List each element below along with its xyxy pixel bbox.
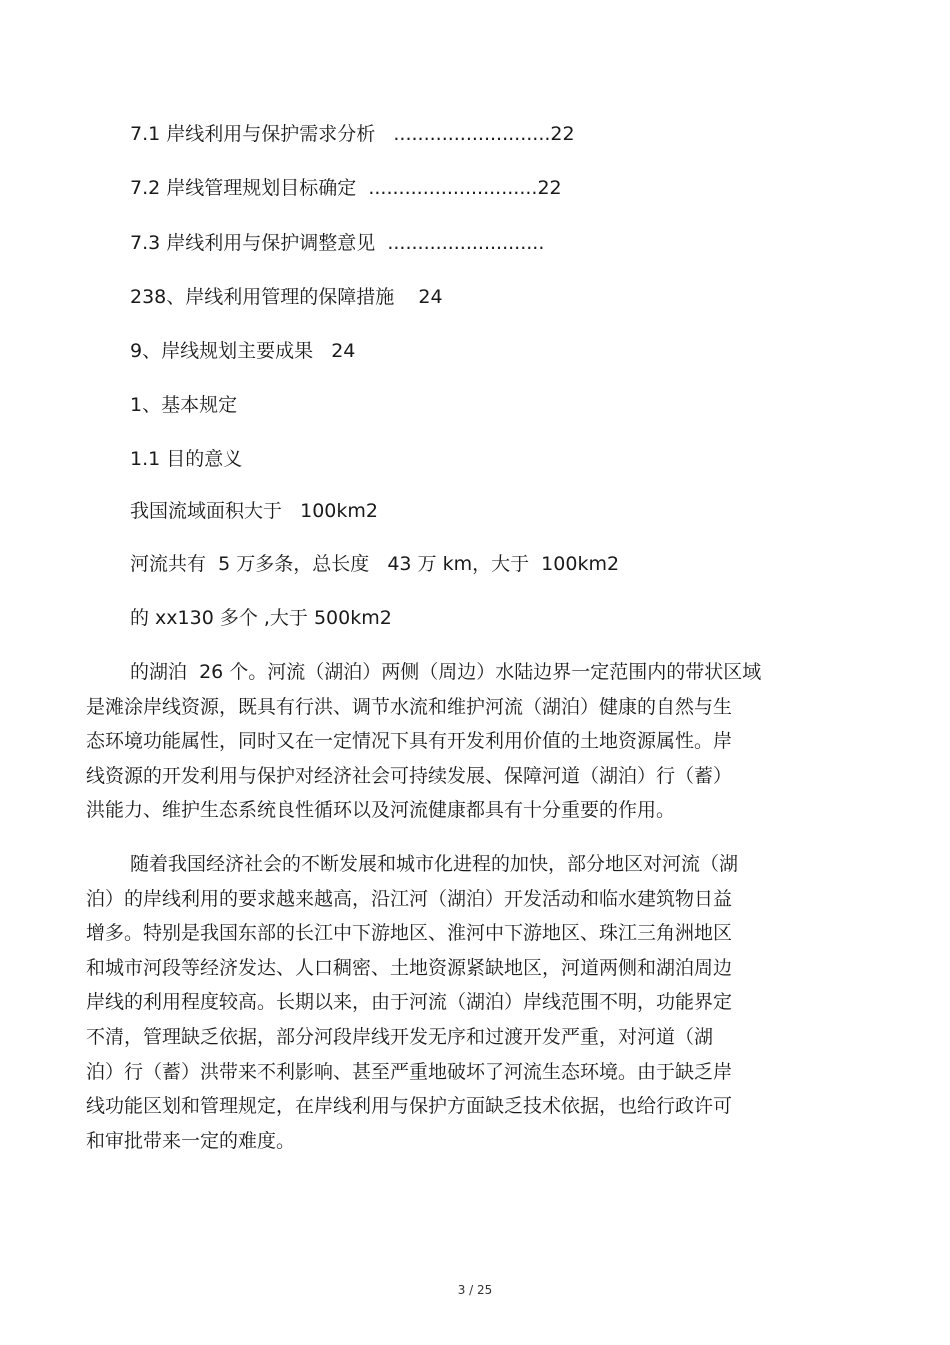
paragraph-1-line: 态环境功能属性，同时又在一定情况下具有开发利用价值的土地资源属性。岸 (86, 730, 733, 753)
paragraph-2-line: 泊）的岸线利用的要求越来越高，沿江河（湖泊）开发活动和临水建筑物日益 (86, 887, 733, 910)
paragraph-2-line: 和审批带来一定的难度。 (86, 1129, 296, 1152)
paragraph-1-line: 洪能力、维护生态系统良性循环以及河流健康都具有十分重要的作用。 (86, 799, 676, 822)
subsection-title: 1.1 目的意义 (130, 448, 243, 470)
paragraph-2-line: 不清，管理缺乏依据，部分河段岸线开发无序和过渡开发严重，对河道（湖 (86, 1025, 714, 1048)
body-line-1: 我国流域面积大于 100km2 (130, 500, 378, 522)
paragraph-2-line: 线功能区划和管理规定，在岸线利用与保护方面缺乏技术依据，也给行政许可 (86, 1095, 733, 1118)
toc-entry-9: 9、岸线规划主要成果 24 (130, 340, 356, 362)
paragraph-2-line: 泊）行（蓄）洪带来不利影响、甚至严重地破坏了河流生态环境。由于缺乏岸 (86, 1060, 733, 1083)
paragraph-2 (86, 847, 826, 1158)
toc-entry-8: 238、岸线利用管理的保障措施 24 (130, 286, 443, 308)
paragraph-1-line: 是滩涂岸线资源，既具有行洪、调节水流和维护河流（湖泊）健康的自然与生 (86, 695, 733, 718)
paragraph-2-line: 岸线的利用程度较高。长期以来，由于河流（湖泊）岸线范围不明，功能界定 (86, 991, 733, 1014)
section-title: 1、基本规定 (130, 394, 238, 416)
paragraph-1-line: 线资源的开发利用与保护对经济社会可持续发展、保障河道（湖泊）行（蓄） (86, 764, 733, 787)
paragraph-1 (86, 655, 826, 828)
body-line-2: 河流共有 5 万多条，总长度 43 万 km，大于 100km2 (130, 553, 620, 575)
toc-entry-7-1: 7.1 岸线利用与保护需求分析 ..........................22 (130, 123, 575, 145)
toc-entry-7-3: 7.3 岸线利用与保护调整意见 .......................... (130, 232, 545, 254)
page-number: 3 / 25 (457, 1283, 493, 1297)
paragraph-1-line: 的湖泊 26 个。河流（湖泊）两侧（周边）水陆边界一定范围内的带状区域 (130, 661, 762, 683)
paragraph-2-line: 增多。特别是我国东部的长江中下游地区、淮河中下游地区、珠江三角洲地区 (86, 922, 733, 945)
body-line-3: 的 xx130 多个 ,大于 500km2 (130, 607, 392, 629)
toc-entry-7-2: 7.2 岸线管理规划目标确定 ............................22 (130, 177, 562, 199)
paragraph-2-line: 随着我国经济社会的不断发展和城市化进程的加快，部分地区对河流（湖 (130, 853, 739, 875)
paragraph-2-line: 和城市河段等经济发达、人口稠密、土地资源紧缺地区，河道两侧和湖泊周边 (86, 956, 733, 979)
